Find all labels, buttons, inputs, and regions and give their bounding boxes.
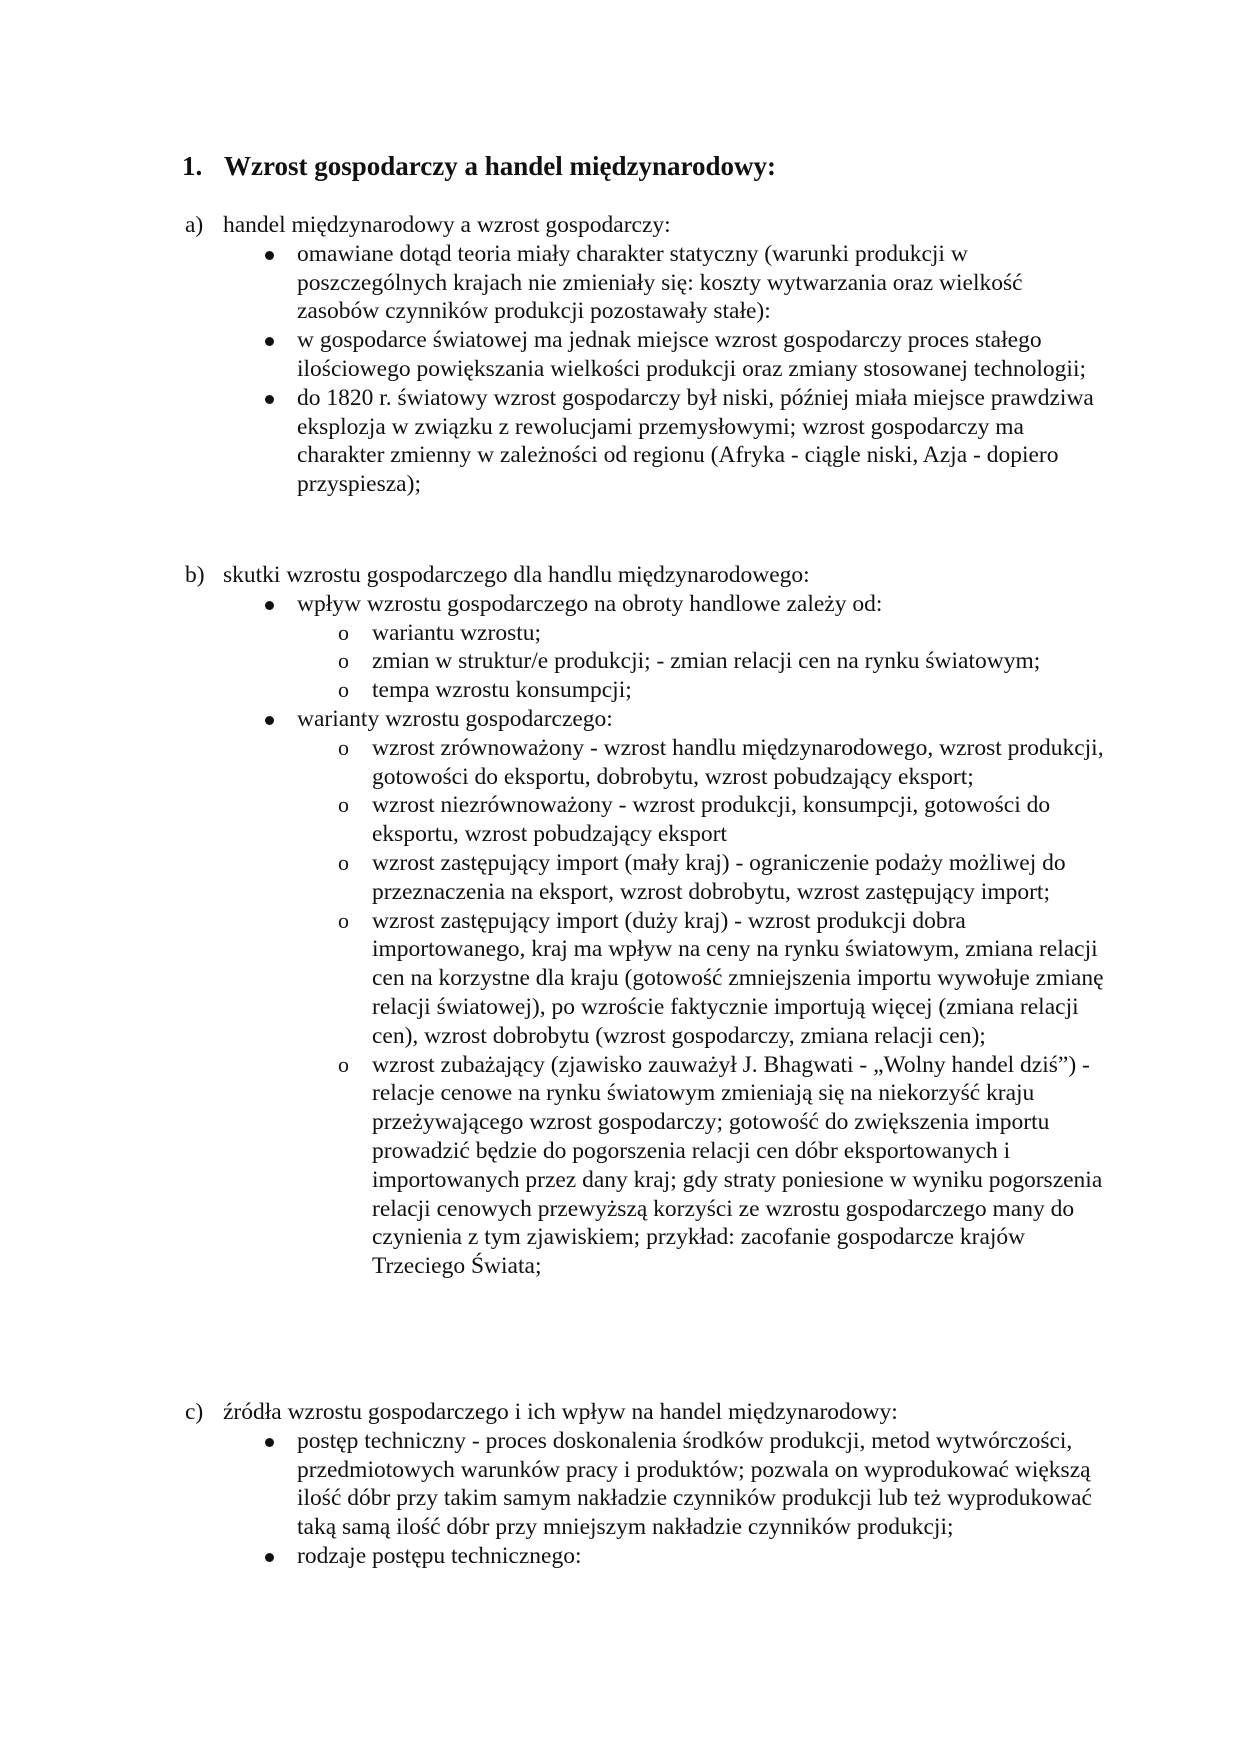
sub-list-item-text: wzrost zastępujący import (mały kraj) - ograniczenie podaży możliwej do przeznaczenia na eksport, wzrost dobrobytu, wzrost zastępujący import; bbox=[372, 849, 1066, 905]
sub-list bbox=[185, 734, 1105, 1281]
sub-list-item bbox=[185, 907, 1105, 1051]
circle-bullet-icon: o bbox=[338, 734, 349, 760]
section-a-bullet-list bbox=[185, 240, 1105, 499]
circle-bullet-icon: o bbox=[338, 619, 349, 645]
section-c-title-text: źródła wzrostu gospodarczego i ich wpływ na handel międzynarodowy: bbox=[223, 1399, 898, 1425]
list-item-text: do 1820 r. światowy wzrost gospodarczy był niski, później miała miejsce prawdziwa eksplozja w związku z rewolucjami przemysłowymi; wzrost gospodarczy ma charakter zmienny w zależności od regionu (Afryka - ciągle niski, Azja - dopiero przyspiesza); bbox=[297, 384, 1094, 498]
list-item bbox=[185, 384, 1105, 499]
list-item bbox=[185, 240, 1105, 326]
section-b-bullet-list bbox=[185, 590, 1105, 1281]
bullet-dot-icon bbox=[265, 251, 274, 260]
sub-list-item-text: tempa wzrostu konsumpcji; bbox=[372, 677, 632, 704]
bullet-dot-icon bbox=[265, 337, 274, 346]
section-b bbox=[185, 561, 1105, 1281]
list-item bbox=[185, 1542, 1105, 1571]
sub-list-item-text: wzrost zubażający (zjawisko zauważył J. Bhagwati - „Wolny handel dziś”) - relacje cenowe na rynku światowym zmieniają się na niekorzyść kraju przeżywającego wzrost gospodarczy; gotowość do zwiększenia importu prowadzić będzie do pogorszenia relacji cen dóbr eksportowanych i importowanych przez dany kraj; gdy straty poniesione w wyniku pogorszenia relacji cenowych przewyższą korzyści ze wzrostu gospodarczego many do czynienia z tym zjawiskiem; przykład: zacofanie gospodarcze krajów Trzeciego Świata; bbox=[372, 1051, 1103, 1280]
list-item-text: warianty wzrostu gospodarczego: bbox=[297, 705, 613, 732]
section-a-title bbox=[185, 211, 1105, 240]
sub-list-item bbox=[185, 734, 1105, 792]
bullet-dot-icon bbox=[265, 716, 274, 725]
section-a-title-text: handel międzynarodowy a wzrost gospodarczy: bbox=[223, 212, 671, 238]
circle-bullet-icon: o bbox=[338, 648, 349, 674]
sub-list-item-text: wzrost zastępujący import (duży kraj) - wzrost produkcji dobra importowanego, kraj ma wpływ na ceny na rynku światowym, zmiana relacji cen na korzystne dla kraju (gotowość zmniejszenia importu wywołuje zmianę relacji światowej), po wzroście faktycznie importują więcej (zmiana relacji cen), wzrost dobrobytu (wzrost gospodarczy, zmiana relacji cen); bbox=[372, 907, 1104, 1049]
circle-bullet-icon: o bbox=[338, 907, 349, 933]
section-b-title bbox=[185, 561, 1105, 590]
heading-number: 1. bbox=[182, 151, 203, 181]
list-item bbox=[185, 1427, 1105, 1542]
section-a bbox=[185, 211, 1105, 499]
sub-list-item bbox=[185, 791, 1105, 849]
section-c-letter: c) bbox=[185, 1399, 204, 1425]
sub-list-item bbox=[185, 1051, 1105, 1281]
sub-list-item bbox=[185, 619, 1105, 648]
sub-list-item bbox=[185, 676, 1105, 705]
section-c-bullet-list bbox=[185, 1427, 1105, 1571]
bullet-dot-icon bbox=[265, 601, 274, 610]
list-item bbox=[185, 326, 1105, 384]
sub-list-item bbox=[185, 849, 1105, 907]
circle-bullet-icon: o bbox=[338, 1051, 349, 1077]
sub-list-item-text: zmian w struktur/e produkcji; - zmian relacji cen na rynku światowym; bbox=[372, 648, 1041, 675]
sub-list-item-text: wariantu wzrostu; bbox=[372, 619, 542, 646]
list-item-text: omawiane dotąd teoria miały charakter statyczny (warunki produkcji w poszczególnych krajach nie zmieniały się: koszty wytwarzania oraz wielkość zasobów czynników produkcji pozostawały stałe): bbox=[297, 240, 1023, 325]
bullet-dot-icon bbox=[265, 1553, 274, 1562]
list-item-text: wpływ wzrostu gospodarczego na obroty handlowe zależy od: bbox=[297, 590, 883, 617]
page-title bbox=[182, 146, 776, 186]
list-item bbox=[185, 590, 1105, 705]
sub-list-item bbox=[185, 647, 1105, 676]
list-item bbox=[185, 705, 1105, 1281]
section-c bbox=[185, 1398, 1105, 1571]
section-c-title bbox=[185, 1398, 1105, 1427]
circle-bullet-icon: o bbox=[338, 677, 349, 703]
list-item-text: w gospodarce światowej ma jednak miejsce wzrost gospodarczy proces stałego ilościowego powiększania wielkości produkcji oraz zmiany stosowanej technologii; bbox=[297, 327, 1087, 382]
heading-text: Wzrost gospodarczy a handel międzynarodowy: bbox=[224, 151, 777, 181]
bullet-dot-icon bbox=[265, 1438, 274, 1447]
section-b-letter: b) bbox=[185, 562, 205, 588]
sub-list-item-text: wzrost zrównoważony - wzrost handlu międzynarodowego, wzrost produkcji, gotowości do eksportu, dobrobytu, wzrost pobudzający eksport; bbox=[372, 734, 1104, 790]
bullet-dot-icon bbox=[265, 395, 274, 404]
circle-bullet-icon: o bbox=[338, 849, 349, 875]
sub-list bbox=[185, 619, 1105, 705]
list-item-text: postęp techniczny - proces doskonalenia środków produkcji, metod wytwórczości, przedmiotowych warunków pracy i produktów; pozwala on wyprodukować większą ilość dóbr przy takim samym nakładzie czynników produkcji lub też wyprodukować taką samą ilość dóbr przy mniejszym nakładzie czynników produkcji; bbox=[297, 1427, 1092, 1541]
section-b-title-text: skutki wzrostu gospodarczego dla handlu międzynarodowego: bbox=[223, 562, 810, 588]
list-item-text: rodzaje postępu technicznego: bbox=[297, 1542, 582, 1569]
circle-bullet-icon: o bbox=[338, 792, 349, 818]
sub-list-item-text: wzrost niezrównoważony - wzrost produkcji, konsumpcji, gotowości do eksportu, wzrost pobudzający eksport bbox=[372, 792, 1051, 848]
section-a-letter: a) bbox=[185, 212, 204, 238]
